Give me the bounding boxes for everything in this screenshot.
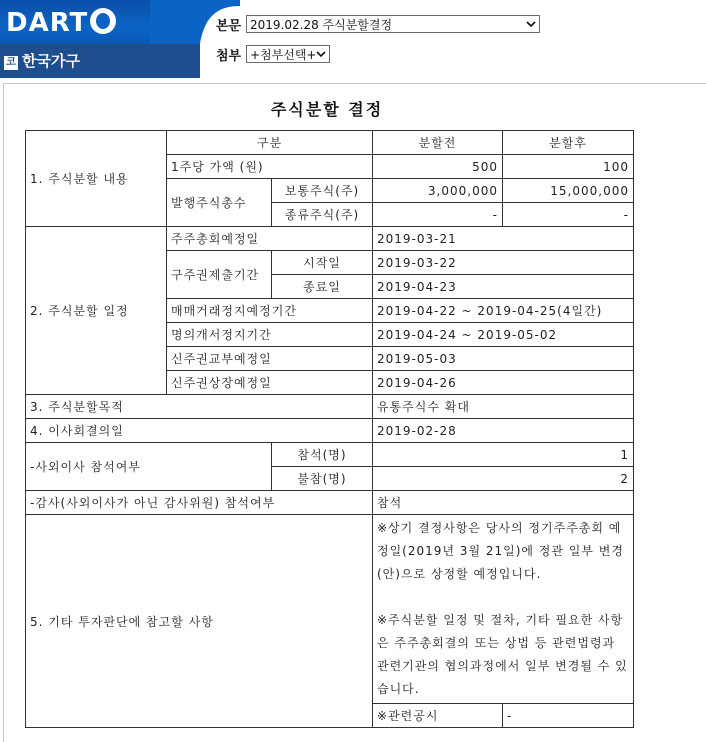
- chevron-down-icon: [525, 18, 537, 30]
- auditor-attendance-value: 참석: [373, 491, 634, 515]
- section-5-note-1: ※상기 결정사항은 당사의 정기주주총회 예정일(2019년 3월 21일)에 정관 일부 변경(안)으로 상정할 예정입니다.: [377, 521, 624, 581]
- end-date-label: 종료일: [272, 275, 373, 299]
- par-value-before: 500: [373, 155, 503, 179]
- old-cert-period-label: 구주권제출기간: [167, 251, 272, 299]
- chumbu-select[interactable]: [246, 45, 330, 63]
- dart-logo-ball-icon: [90, 8, 116, 34]
- table-row: [26, 491, 634, 515]
- table-row: [26, 515, 634, 704]
- new-cert-listing-label: 신주권상장예정일: [167, 371, 373, 395]
- present-value: 1: [373, 443, 634, 467]
- company-name-area: [4, 50, 80, 71]
- section-3-label: 3. 주식분할목적: [26, 395, 373, 419]
- header-before: 분할전: [373, 131, 503, 155]
- par-value-after: 100: [503, 155, 634, 179]
- related-disclosure-label: ※관련공시: [373, 704, 503, 728]
- table-row: [26, 419, 634, 443]
- class-shares-label: 종류주식(주): [272, 203, 373, 227]
- outside-director-label: -사외이사 참석여부: [26, 443, 272, 491]
- new-cert-listing-value: 2019-04-26: [373, 371, 634, 395]
- document-frame: [3, 83, 706, 742]
- class-shares-after: -: [503, 203, 634, 227]
- header-gubun: 구분: [167, 131, 373, 155]
- company-name: 한국가구: [22, 52, 80, 70]
- trading-halt-label: 매매거래정지예정기간: [167, 299, 373, 323]
- trading-halt-value: 2019-04-22 ~ 2019-04-25(4일간): [373, 299, 634, 323]
- table-row: [26, 227, 634, 251]
- table-row: [26, 131, 634, 155]
- new-cert-issue-value: 2019-05-03: [373, 347, 634, 371]
- issued-shares-label: 발행주식총수: [167, 179, 272, 227]
- bonmun-select[interactable]: [246, 15, 540, 33]
- start-date-label: 시작일: [272, 251, 373, 275]
- company-badge-icon: 코: [4, 56, 18, 70]
- new-cert-issue-label: 신주권교부예정일: [167, 347, 373, 371]
- end-date-value: 2019-04-23: [373, 275, 634, 299]
- common-shares-label: 보통주식(주): [272, 179, 373, 203]
- section-2-label: 2. 주식분할 일정: [26, 227, 167, 395]
- bonmun-select-value: 2019.02.28 주식분할결정: [250, 17, 393, 32]
- section-4-label: 4. 이사회결의일: [26, 419, 373, 443]
- header-after: 분할후: [503, 131, 634, 155]
- section-3-value: 유통주식수 확대: [373, 395, 634, 419]
- header-curve-decoration: [150, 0, 240, 78]
- section-5-label: 5. 기타 투자판단에 참고할 사항: [26, 515, 373, 728]
- absent-value: 2: [373, 467, 634, 491]
- common-shares-before: 3,000,000: [373, 179, 503, 203]
- chumbu-select-value: +첨부선택+: [250, 47, 317, 62]
- dart-header: [0, 0, 706, 78]
- auditor-attendance-label: -감사(사외이사가 아닌 감사위원) 참석여부: [26, 491, 373, 515]
- class-shares-before: -: [373, 203, 503, 227]
- section-1-label: 1. 주식분할 내용: [26, 131, 167, 227]
- document-title: 주식분할 결정: [270, 100, 384, 119]
- bonmun-label: 본문: [216, 18, 242, 34]
- dart-logo[interactable]: [6, 8, 116, 38]
- present-label: 참석(명): [272, 443, 373, 467]
- stock-split-table: [25, 130, 634, 728]
- section-5-note-2: ※주식분할 일정 및 절차, 기타 필요한 사항은 주주총회결의 또는 상법 등 관련법령과 관련기관의 협의과정에서 일부 변경될 수 있습니다.: [377, 613, 628, 696]
- transfer-suspension-label: 명의개서정지기간: [167, 323, 373, 347]
- agm-date-value: 2019-03-21: [373, 227, 634, 251]
- par-value-label: 1주당 가액 (원): [167, 155, 373, 179]
- table-row: [26, 443, 634, 467]
- chevron-down-icon: [315, 48, 327, 60]
- section-4-value: 2019-02-28: [373, 419, 634, 443]
- section-5-notes: [373, 515, 634, 704]
- note-spacer: [377, 586, 629, 609]
- dart-logo-text: DART: [6, 8, 89, 38]
- table-row: [26, 395, 634, 419]
- bonmun-row: [216, 14, 540, 34]
- transfer-suspension-value: 2019-04-24 ~ 2019-05-02: [373, 323, 634, 347]
- related-disclosure-value: -: [503, 704, 634, 728]
- chumbu-row: [216, 44, 330, 64]
- common-shares-after: 15,000,000: [503, 179, 634, 203]
- absent-label: 불참(명): [272, 467, 373, 491]
- start-date-value: 2019-03-22: [373, 251, 634, 275]
- agm-date-label: 주주총회예정일: [167, 227, 373, 251]
- chumbu-label: 첨부: [216, 48, 242, 64]
